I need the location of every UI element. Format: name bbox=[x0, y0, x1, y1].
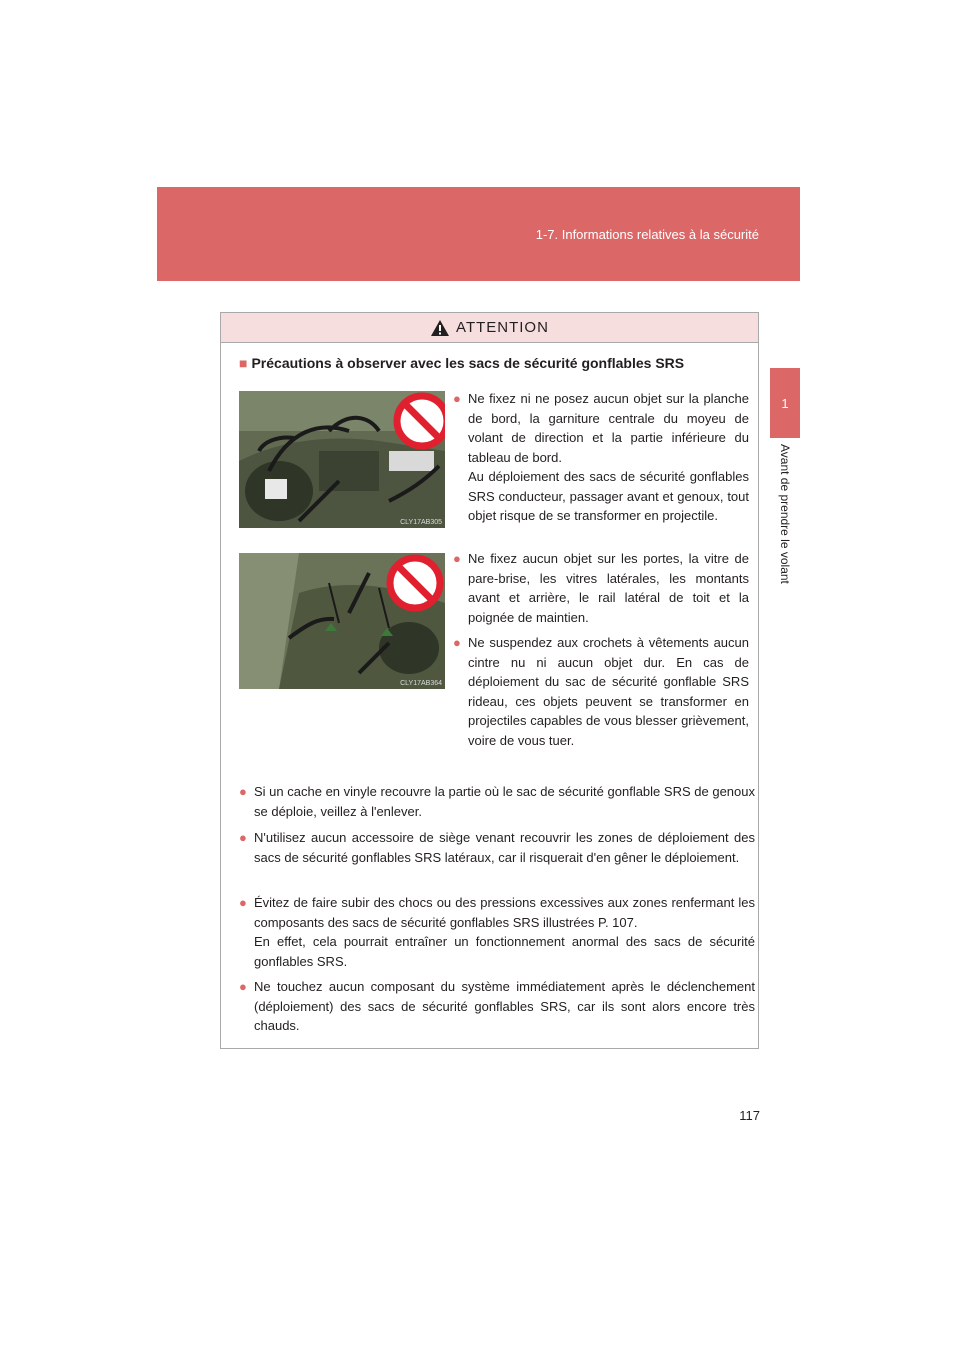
bullet-dot-icon: ● bbox=[239, 784, 247, 799]
bullet-text-continued: En effet, cela pourrait entraîner un fonctionnement anormal des sacs de sécurité gonflables SRS. bbox=[254, 934, 755, 969]
bullet-dot-icon: ● bbox=[239, 895, 247, 910]
bullet-text: N'utilisez aucun accessoire de siège venant recouvrir les zones de déploiement des sacs de sécurité gonflables SRS latéraux, car il risquerait d'en gêner le déploiement. bbox=[254, 830, 755, 865]
square-bullet-icon: ■ bbox=[239, 355, 248, 371]
bullet-text: Si un cache en vinyle recouvre la partie où le sac de sécurité gonflable SRS de genoux se déploie, veillez à l'enlever. bbox=[254, 784, 755, 819]
list-item bbox=[453, 633, 749, 750]
bullet-dot-icon: ● bbox=[239, 830, 247, 845]
section-title: 1-7. Informations relatives à la sécurité bbox=[535, 227, 759, 242]
interior-drawing bbox=[239, 553, 445, 689]
bullet-dot-icon: ● bbox=[453, 551, 461, 566]
section-heading bbox=[239, 355, 684, 371]
chapter-side-label bbox=[770, 444, 800, 624]
dashboard-illustration bbox=[239, 391, 445, 528]
chapter-number: 1 bbox=[781, 395, 789, 411]
interior-illustration bbox=[239, 553, 445, 689]
list-item bbox=[453, 389, 749, 526]
list-item bbox=[453, 549, 749, 627]
chapter-title: Avant de prendre le volant bbox=[778, 444, 792, 584]
bullet-dot-icon: ● bbox=[239, 979, 247, 994]
bullet-dot-icon: ● bbox=[453, 391, 461, 406]
list-item bbox=[239, 893, 755, 971]
dashboard-drawing bbox=[239, 391, 445, 528]
list-item bbox=[239, 828, 755, 867]
chapter-tab bbox=[770, 368, 800, 438]
image-code: CLY17AB364 bbox=[400, 680, 442, 687]
bullet-text: Ne suspendez aux crochets à vêtements aucun cintre nu ni aucun objet dur. En cas de déploiement du sac de sécurité gonflable SRS rideau, ces objets peuvent se transformer en projectiles capables de vous blesser grièvement, voire de vous tuer. bbox=[468, 635, 749, 748]
section-heading-text: Précautions à observer avec les sacs de sécurité gonflables SRS bbox=[251, 355, 685, 371]
bullet-text: Ne touchez aucun composant du système immédiatement après le déclenchement (déploiement) des sacs de sécurité gonflables SRS, car ils sont alors encore très chauds. bbox=[254, 979, 755, 1033]
warning-triangle-icon bbox=[430, 319, 450, 337]
list-item bbox=[239, 782, 755, 821]
warning-header bbox=[221, 313, 758, 343]
warning-box bbox=[220, 312, 759, 1049]
image-code: CLY17AB305 bbox=[400, 519, 442, 526]
bullet-text: Ne fixez aucun objet sur les portes, la vitre de pare-brise, les vitres latérales, les montants avant et arrière, le rail latéral de toit et la poignée de maintien. bbox=[468, 551, 749, 625]
warning-title: ATTENTION bbox=[456, 319, 549, 336]
page-number: 117 bbox=[739, 1108, 760, 1123]
bullet-text-continued: Au déploiement des sacs de sécurité gonflables SRS conducteur, passager avant et genoux, tout objet risque de se transformer en projectile. bbox=[468, 469, 749, 523]
header-band bbox=[157, 187, 800, 281]
bullet-text: Évitez de faire subir des chocs ou des pressions excessives aux zones renfermant les composants des sacs de sécurité gonflables SRS illustrées P. 107. bbox=[254, 895, 755, 930]
bullet-text: Ne fixez ni ne posez aucun objet sur la planche de bord, la garniture centrale du moyeu de volant de direction et la partie inférieure du tableau de bord. bbox=[468, 391, 749, 465]
list-item bbox=[239, 977, 755, 1036]
bullet-dot-icon: ● bbox=[453, 635, 461, 650]
